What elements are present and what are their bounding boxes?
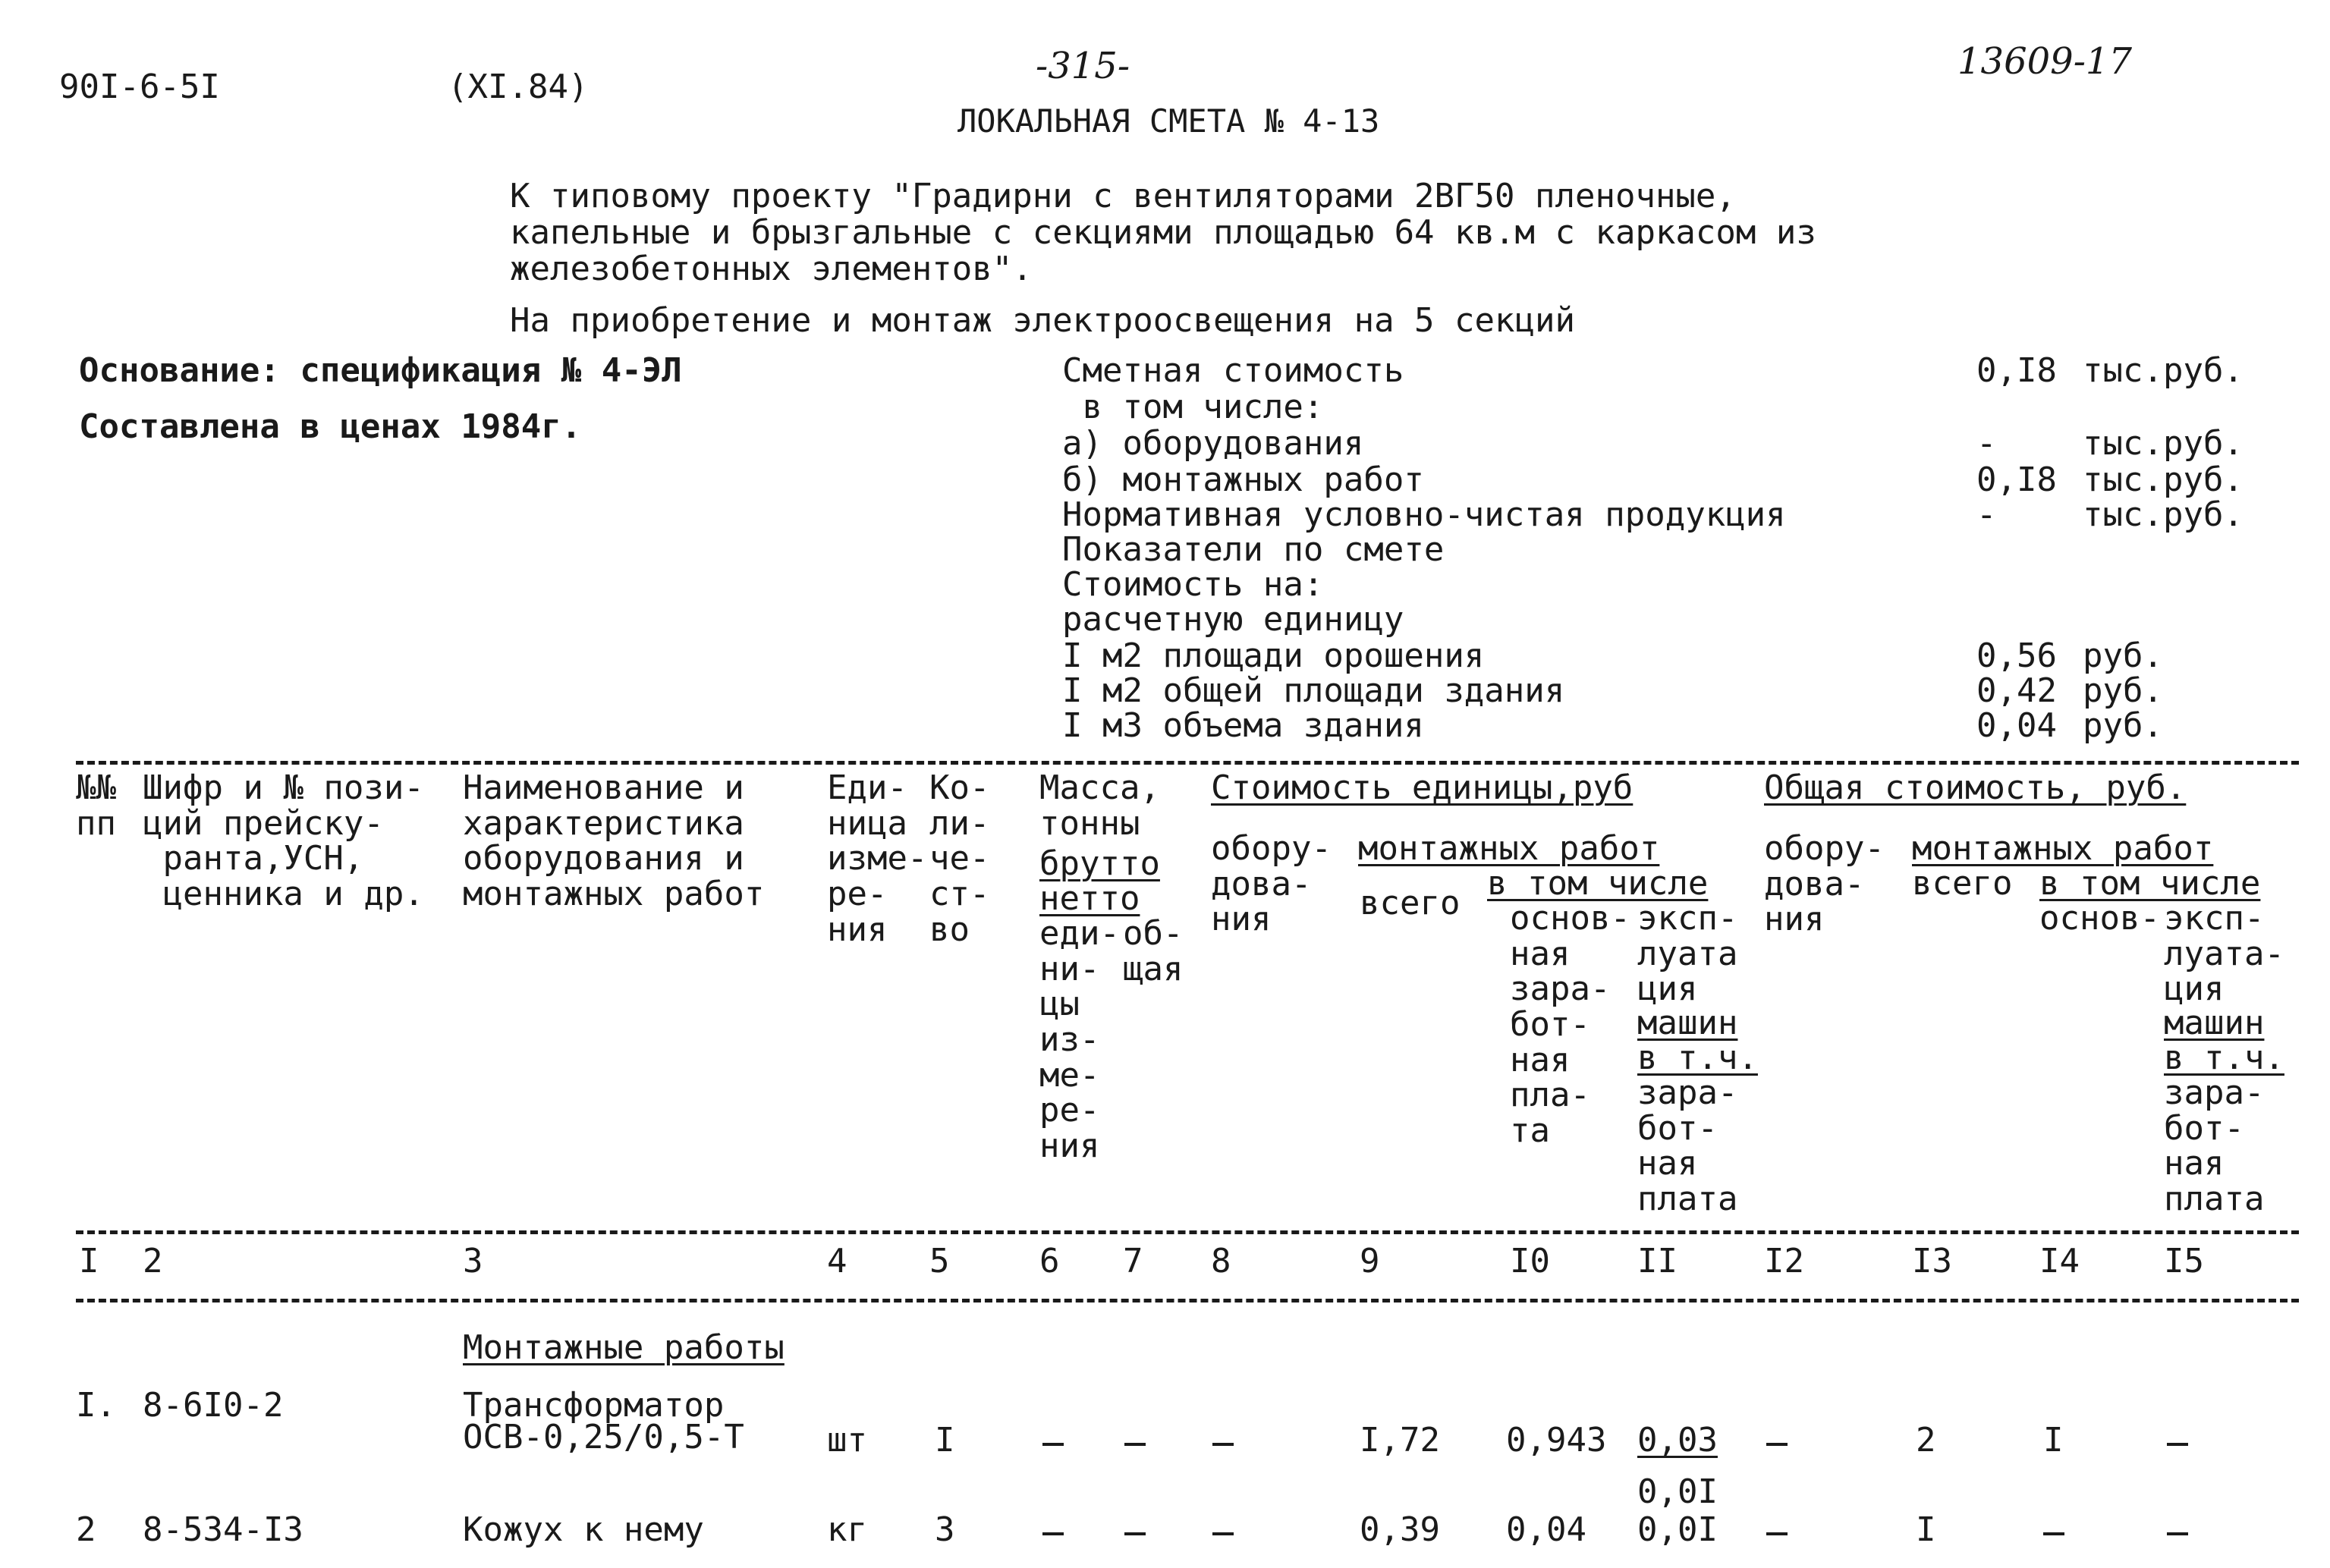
row-unit-total: 0,39 [1360,1510,1440,1549]
empty-total-equipment [1766,1532,1788,1535]
summary-label: Сметная стоимость [1062,351,1404,390]
column-number: I2 [1764,1242,1804,1280]
summary-label: Нормативная условно-чистая продукция [1062,495,1786,534]
row-total: I [1916,1510,1936,1549]
empty-mass-total [1124,1443,1146,1446]
purpose-line: На приобретение и монтаж электроосвещения на 5 секций [510,301,1575,340]
summary-label: а) оборудования [1062,424,1364,463]
col-header-unit-machine-wage: зара- бот- ная плата [1637,1073,1738,1218]
row-quantity: 3 [935,1510,955,1549]
row-name: Кожух к нему [463,1510,704,1549]
row-unit-machine: 0,0I [1637,1510,1718,1549]
column-number: I [79,1242,99,1280]
col-header-total-machine: эксп- луата- ция [2164,899,2284,1009]
row-unit: шт [827,1421,867,1460]
basis-foundation: Основание: спецификация № 4-ЭЛ [79,351,682,390]
summary-unit: тыс.руб. [2083,460,2244,499]
col-header-mass-unit: еди- ни- цы из- ме- ре- ния [1039,914,1120,1165]
row-total: 2 [1916,1421,1936,1460]
summary-value: 0,04 [1976,706,2057,745]
column-number: 2 [143,1242,163,1280]
column-number: 5 [929,1242,950,1280]
empty-total-machine [2167,1532,2188,1535]
col-header-mass-brutto: брутто [1039,844,1160,883]
row-code: 8-534-I3 [143,1510,303,1549]
col-header-unit-cost: Стоимость единицы,руб [1211,768,1634,807]
page-number: -315- [1036,45,1130,87]
empty-total-equipment [1766,1443,1788,1446]
project-line-1: К типовому проекту "Градирни с вентиляторами 2ВГ50 пленочные, [510,177,1736,215]
col-header-name: Наименование и характеристика оборудования и монтажных работ [463,768,765,913]
summary-unit: тыс.руб. [2083,424,2244,463]
col-header-total-machine-wage: зара- бот- ная плата [2164,1073,2265,1218]
col-header-mass-total: об- щая [1123,914,1184,988]
col-header-mass-netto: нетто [1039,879,1140,918]
empty-mass-total [1124,1532,1146,1535]
document-code: 90I-6-5I [59,68,220,106]
row-unit-machine: 0,03 [1637,1421,1718,1460]
row-name-line2: ОСВ-0,25/0,5-Т [463,1418,744,1456]
summary-value: - [1976,424,1997,463]
col-header-total-cost: Общая стоимость, руб. [1764,768,2187,807]
summary-label: расчетную единицу [1062,600,1404,639]
row-name: Трансформатор [463,1386,725,1425]
summary-label: I м2 общей площади здания [1062,671,1565,710]
summary-value: 0,56 [1976,636,2057,675]
col-header-unit-wage: основ- ная зара- бот- ная пла- та [1510,899,1630,1150]
row-number: I. [76,1386,116,1425]
col-header-code: Шифр и № пози- ций прейску- ранта,УСН, ценника и др. [143,768,424,913]
row-unit-total: I,72 [1360,1421,1440,1460]
basis-prices: Составлена в ценах 1984г. [79,407,582,446]
col-header-unit-total: всего [1360,884,1461,922]
summary-label: I м3 объема здания [1062,706,1424,745]
summary-unit: тыс.руб. [2083,495,2244,534]
header-bottom-rule [76,1230,2299,1234]
numbers-bottom-rule [76,1299,2299,1302]
row-unit-wage: 0,04 [1506,1510,1586,1549]
col-header-row-number: №№ пп [76,768,116,843]
empty-total-machine [2167,1443,2188,1446]
column-number: 7 [1123,1242,1143,1280]
col-header-unit-machine: эксп- луата ция [1637,899,1738,1009]
summary-label: Показатели по смете [1062,530,1445,569]
project-line-3: железобетонных элементов". [510,250,1033,288]
col-header-total-machine-label: машин [2164,1004,2265,1042]
col-header-quantity: Ко- ли- че- ст- во [929,768,990,949]
column-number: II [1637,1242,1678,1280]
edition-label: (XI.84) [448,68,589,106]
col-header-total-incl: в том числе [2039,864,2261,903]
summary-unit: руб. [2083,706,2163,745]
section-title: Монтажные работы [463,1328,785,1367]
row-unit: кг [827,1510,867,1549]
row-unit-machine-wage: 0,0I [1637,1472,1718,1511]
col-header-total-machine-incl: в т.ч. [2164,1039,2284,1077]
col-header-total-mounting: монтажных работ [1912,829,2214,868]
col-header-mass: Масса, тонны [1039,768,1160,843]
summary-value: 0,I8 [1976,460,2057,499]
empty-mass-unit [1042,1532,1064,1535]
col-header-unit-incl: в том числе [1487,864,1709,903]
summary-value: - [1976,495,1997,534]
column-number: I0 [1510,1242,1550,1280]
row-unit-wage: 0,943 [1506,1421,1607,1460]
summary-value: 0,I8 [1976,351,2057,390]
col-header-unit-equipment: обору- дова- ния [1211,829,1332,939]
column-number: I5 [2164,1242,2204,1280]
empty-unit-equipment [1212,1532,1234,1535]
summary-unit: тыс.руб. [2083,351,2244,390]
col-header-unit: Еди- ница изме- ре- ния [827,768,928,949]
summary-unit: руб. [2083,636,2163,675]
column-number: 3 [463,1242,483,1280]
col-header-total-wage: основ- [2039,899,2160,938]
summary-value: 0,42 [1976,671,2057,710]
col-header-unit-mounting: монтажных работ [1358,829,1660,868]
col-header-unit-machine-incl: в т.ч. [1637,1039,1758,1077]
column-number: 8 [1211,1242,1231,1280]
summary-label: I м2 площади орошения [1062,636,1485,675]
summary-label: б) монтажных работ [1062,460,1424,499]
column-number: I3 [1912,1242,1952,1280]
column-number: I4 [2039,1242,2080,1280]
row-number: 2 [76,1510,96,1549]
empty-total-wage [2043,1532,2064,1535]
summary-label: в том числе: [1062,388,1324,426]
summary-unit: руб. [2083,671,2163,710]
col-header-total-all: всего [1912,864,2013,903]
project-line-2: капельные и брызгальные с секциями площадью 64 кв.м с каркасом из [510,213,1816,252]
column-number: 6 [1039,1242,1060,1280]
row-total-wage: I [2043,1421,2064,1460]
row-code: 8-6I0-2 [143,1386,284,1425]
column-number: 4 [827,1242,847,1280]
empty-unit-equipment [1212,1443,1234,1446]
col-header-unit-machine-label: машин [1637,1004,1738,1042]
column-number: 9 [1360,1242,1380,1280]
summary-label: Стоимость на: [1062,565,1324,604]
row-quantity: I [935,1421,955,1460]
empty-mass-unit [1042,1443,1064,1446]
table-top-rule [76,761,2299,765]
document-title: ЛОКАЛЬНАЯ СМЕТА № 4-13 [957,102,1380,140]
archive-number: 13609-17 [1957,40,2132,83]
col-header-total-equipment: обору- дова- ния [1764,829,1885,939]
